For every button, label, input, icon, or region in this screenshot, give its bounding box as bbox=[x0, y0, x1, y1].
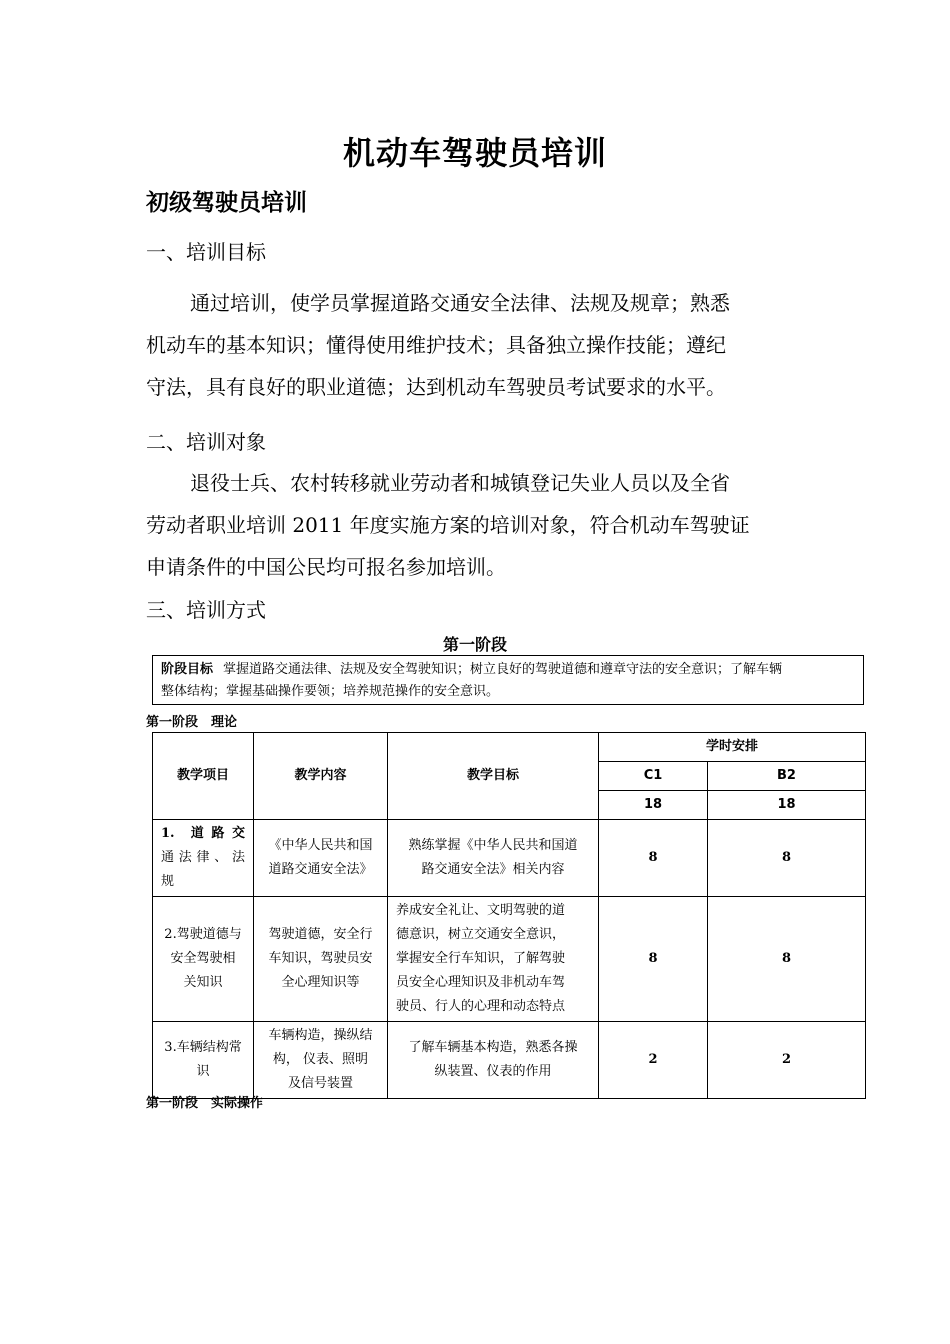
cell-line: 德意识，树立交通安全意识， bbox=[396, 927, 566, 942]
paragraph-line: 守法，具有良好的职业道德；达到机动车驾驶员考试要求的水平。 bbox=[146, 375, 726, 399]
paragraph-line: 机动车的基本知识；懂得使用维护技术；具备独立操作技能；遵纪 bbox=[146, 333, 726, 357]
cell-line: 《中华人民共和国 bbox=[268, 838, 373, 853]
cell-line: 路交通安全法》相关内容 bbox=[421, 862, 565, 877]
cell-line: 养成安全礼让、文明驾驶的道 bbox=[396, 903, 566, 918]
section-heading-target: 二、培训对象 bbox=[146, 430, 266, 454]
cell-goal bbox=[388, 820, 599, 897]
header-b2-total: 18 bbox=[708, 791, 866, 820]
cell-line: 驾驶道德，安全行 bbox=[268, 927, 373, 942]
section-paragraph-target bbox=[146, 462, 806, 588]
cell-line: 车辆构造，操纵结 bbox=[268, 1028, 373, 1043]
table-header-row bbox=[153, 733, 866, 762]
header-hours: 学时安排 bbox=[599, 733, 866, 762]
cell-goal bbox=[388, 1022, 599, 1099]
cell-line: 纵装置、仪表的作用 bbox=[434, 1064, 552, 1079]
cell-line: 掌握安全行车知识，了解驾驶 bbox=[396, 951, 566, 966]
stage-goal-line bbox=[161, 659, 855, 681]
stage-goal-line: 整体结构；掌握基础操作要领；培养规范操作的安全意识。 bbox=[161, 684, 500, 699]
header-content: 教学内容 bbox=[254, 733, 388, 820]
cell-line: 员安全心理知识及非机动车驾 bbox=[396, 975, 566, 990]
cell-project bbox=[153, 897, 254, 1022]
cell-content bbox=[254, 1022, 388, 1099]
stage-goal-text: 掌握道路交通法律、法规及安全驾驶知识；树立良好的驾驶道德和遵章守法的安全意识；了解车辆 bbox=[223, 662, 783, 677]
cell-line: 了解车辆基本构造，熟悉各操 bbox=[408, 1040, 578, 1055]
cell-b2: 8 bbox=[708, 820, 866, 897]
cell-line: 规 bbox=[161, 874, 175, 889]
document-subtitle: 初级驾驶员培训 bbox=[146, 190, 307, 216]
table-row bbox=[153, 1022, 866, 1099]
document-title: 机动车驾驶员培训 bbox=[342, 134, 607, 172]
cell-line: 1. 道 路 交 bbox=[161, 826, 245, 841]
cell-line: 及信号装置 bbox=[287, 1076, 353, 1091]
cell-line: 安全驾驶相 bbox=[170, 951, 236, 966]
section-heading-method: 三、培训方式 bbox=[146, 598, 266, 622]
cell-b2: 2 bbox=[708, 1022, 866, 1099]
stage-goal-label: 阶段目标 bbox=[161, 662, 214, 677]
cell-goal bbox=[388, 897, 599, 1022]
cell-content bbox=[254, 820, 388, 897]
cell-project bbox=[153, 1022, 254, 1099]
header-project: 教学项目 bbox=[153, 733, 254, 820]
stage-goal-box bbox=[152, 655, 864, 705]
cell-line: 驶员、行人的心理和动态特点 bbox=[396, 999, 566, 1014]
cell-line: 识 bbox=[196, 1064, 210, 1079]
cell-line: 构， 仪表、照明 bbox=[272, 1052, 369, 1067]
cell-line: 3.车辆结构常 bbox=[164, 1040, 242, 1055]
theory-heading: 第一阶段 理论 bbox=[146, 715, 238, 730]
cell-project bbox=[153, 820, 254, 897]
header-c1-total: 18 bbox=[599, 791, 708, 820]
paragraph-line: 通过培训，使学员掌握道路交通安全法律、法规及规章；熟悉 bbox=[190, 291, 730, 315]
table-row bbox=[153, 897, 866, 1022]
cell-content bbox=[254, 897, 388, 1022]
paragraph-line: 申请条件的中国公民均可报名参加培训。 bbox=[146, 555, 506, 579]
cell-line: 熟练掌握《中华人民共和国道 bbox=[408, 838, 578, 853]
header-c1: C1 bbox=[599, 762, 708, 791]
cell-line: 2.驾驶道德与 bbox=[164, 927, 242, 942]
practice-heading: 第一阶段 实际操作 bbox=[146, 1096, 264, 1111]
cell-b2: 8 bbox=[708, 897, 866, 1022]
cell-c1: 8 bbox=[599, 820, 708, 897]
header-b2: B2 bbox=[708, 762, 866, 791]
cell-line: 关知识 bbox=[183, 975, 223, 990]
paragraph-line: 退役士兵、农村转移就业劳动者和城镇登记失业人员以及全省 bbox=[190, 471, 730, 495]
cell-line: 车知识，驾驶员安 bbox=[268, 951, 373, 966]
cell-line: 道路交通安全法》 bbox=[268, 862, 373, 877]
schedule-table bbox=[152, 732, 866, 1099]
cell-line: 全心理知识等 bbox=[281, 975, 360, 990]
section-heading-goal: 一、培训目标 bbox=[146, 240, 266, 264]
cell-line: 通 法 律 、 法 bbox=[161, 850, 245, 865]
paragraph-line: 劳动者职业培训 2011 年度实施方案的培训对象，符合机动车驾驶证 bbox=[146, 513, 750, 537]
stage-title: 第一阶段 bbox=[442, 635, 507, 654]
cell-c1: 8 bbox=[599, 897, 708, 1022]
section-paragraph-goal bbox=[146, 282, 806, 408]
cell-c1: 2 bbox=[599, 1022, 708, 1099]
table-row bbox=[153, 820, 866, 897]
header-goal: 教学目标 bbox=[388, 733, 599, 820]
